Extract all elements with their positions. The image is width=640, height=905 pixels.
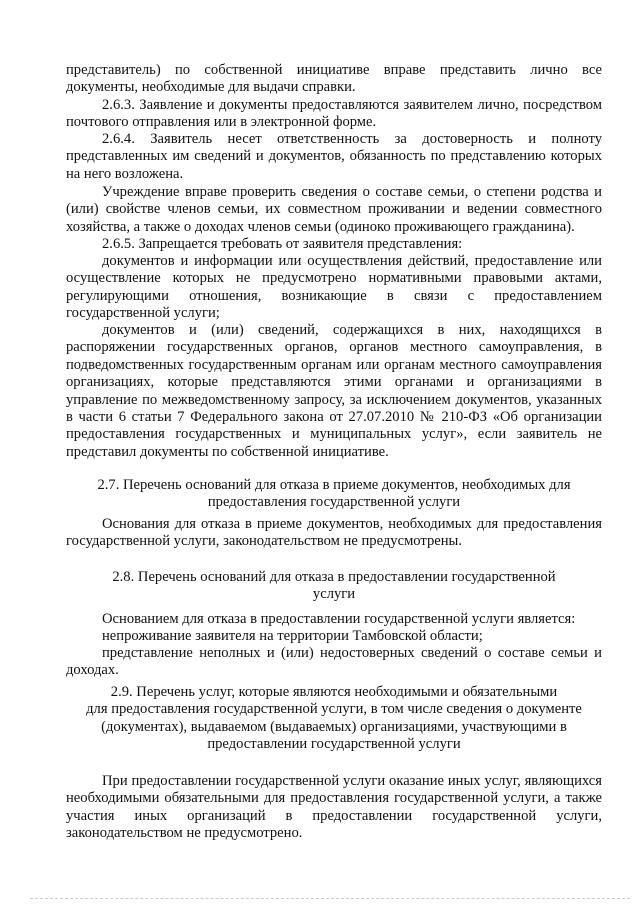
paragraph-prohibited-actions: документов и информации или осуществления действий, предоставление или осуществление которых не предусмотрено нормативными правовыми актами, регулирующими отношения, возникающие в связи с предоставлением государственной услуги; [66, 253, 602, 322]
paragraph-2-9-text: При предоставлении государственной услуги оказание иных услуг, являющихся необходимыми обязательными для предоставления государственной услуги, а также участия иных организаций в предоставлении государственной услуги, законодательством не предусмотрено. [66, 773, 602, 842]
list-item-reason-2: представление неполных и (или) недостоверных сведений о составе семьи и доходах. [66, 645, 602, 679]
heading-2-8: 2.8. Перечень оснований для отказа в предоставлении государственной услуги [112, 569, 556, 603]
paragraph-2-8-intro: Основанием для отказа в предоставлении государственной услуги является: [102, 611, 576, 627]
paragraph-2-6-4: 2.6.4. Заявитель несет ответственность за достоверность и полноту представленных им сведений и документов, обязанность по представлению которых на него возложена. [66, 131, 602, 182]
scan-artifact-line [30, 898, 630, 899]
heading-2-7: 2.7. Перечень оснований для отказа в приеме документов, необходимых для предоставления государственной услуги [97, 477, 571, 511]
paragraph-2-6-5: 2.6.5. Запрещается требовать от заявителя представления: [102, 236, 463, 252]
list-item-reason-1: непроживание заявителя на территории Тамбовской области; [102, 628, 483, 644]
heading-2-9: 2.9. Перечень услуг, которые являются необходимыми и обязательными для предоставления государственной услуги, в том числе сведения о документе (документах), выдаваемом (выдаваемых) организациями, участвующими в предоставлении государственной услуги [86, 684, 582, 753]
paragraph-2-6-3: 2.6.3. Заявление и документы предоставляются заявителем лично, посредством почтового отправления или в электронной форме. [66, 97, 602, 131]
paragraph-verification: Учреждение вправе проверить сведения о составе семьи, о степени родства и (или) свойстве членов семьи, их совместном проживании и ведении совместного хозяйства, а также о доходах членов семьи (одиноко проживающего гражданина). [66, 184, 602, 235]
paragraph-2-7-text: Основания для отказа в приеме документов, необходимых для предоставления государственной услуги, законодательством не предусмотрены. [66, 516, 602, 550]
paragraph-prohibited-documents: документов и (или) сведений, содержащихся в них, находящихся в распоряжении государственных органов, органов местного самоуправления, в подведомственных государственным органам или органам местного самоуправления организациях, которые представляются этими органами и организациями в управление по межведомственному запросу, за исключением документов, указанных в части 6 статьи 7 Федерального закона от 27.07.2010 № 210-ФЗ «Об организации предоставления государственных и муниципальных услуг», если заявитель не представил документы по собственной инициативе. [66, 322, 602, 460]
paragraph-intro: представитель) по собственной инициативе вправе представить лично все документы, необходимые для выдачи справки. [66, 62, 602, 96]
